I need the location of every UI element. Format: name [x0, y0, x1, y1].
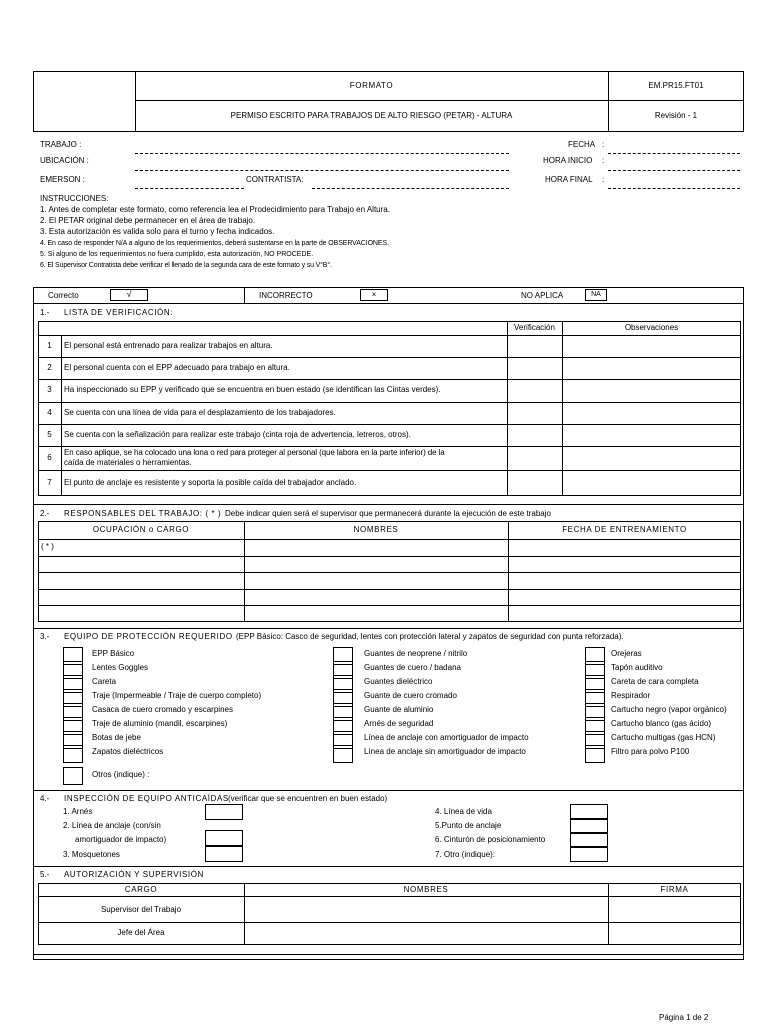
- epp-item: Careta de cara completa: [611, 677, 699, 686]
- epp-item: Cartucho negro (vapor orgánico): [611, 705, 727, 714]
- legend-correct-label: Correcto: [48, 291, 79, 300]
- epp-checkbox[interactable]: [585, 745, 605, 763]
- legend-incorrect-label: INCORRECTO: [259, 291, 313, 300]
- epp-item: Cartucho blanco (gas ácido): [611, 719, 712, 728]
- format-code: EM.PR15.FT01: [648, 81, 704, 90]
- row-num: 6: [47, 453, 52, 462]
- emerson-label: EMERSON :: [40, 175, 85, 184]
- inspection-item: 4. Línea de vida: [435, 807, 492, 816]
- inspection-checkbox[interactable]: [205, 846, 243, 862]
- fecha-label: FECHA: [568, 140, 596, 149]
- cargo-header: CARGO: [124, 885, 158, 894]
- nombres-header: NOMBRES: [403, 885, 449, 894]
- inspection-checkbox[interactable]: [205, 830, 243, 846]
- epp-item: Línea de anclaje con amortiguador de impacto: [364, 733, 529, 742]
- na-mark: NA: [591, 291, 601, 298]
- epp-item: Traje de aluminio (mandil, escarpines): [92, 719, 228, 728]
- observaciones-header: Observaciones: [624, 323, 679, 332]
- epp-item: Careta: [92, 677, 117, 686]
- hora-inicio-label: HORA INICIO: [543, 156, 593, 165]
- row-num: 7: [47, 478, 52, 487]
- contratista-label: CONTRATISTA:: [246, 175, 304, 184]
- s5-title: AUTORIZACIÓN Y SUPERVISIÓN: [64, 870, 204, 879]
- inspection-item: 1. Arnés: [63, 807, 93, 816]
- inspection-checkbox[interactable]: [205, 804, 243, 820]
- epp-item: Guantes de neoprene / nitrilo: [364, 649, 468, 658]
- epp-checkbox[interactable]: [333, 745, 353, 763]
- firma-header: FIRMA: [660, 885, 689, 894]
- epp-item: Guante de aluminio: [364, 705, 434, 714]
- epp-item: Guantes de cuero / badana: [364, 663, 461, 672]
- ubicacion-label: UBICACIÓN :: [40, 156, 89, 165]
- trabajo-label: TRABAJO :: [40, 140, 82, 149]
- fecha-field[interactable]: [608, 153, 740, 154]
- instruction-3: 3. Esta autorización es valida solo para el turno y fecha indicados.: [40, 227, 275, 236]
- s4-note: (verificar que se encuentren en buen estado): [228, 794, 388, 803]
- revision: Revisión - 1: [654, 111, 698, 120]
- epp-item: Guante de cuero cromado: [364, 691, 457, 700]
- checklist-item-7: El punto de anclaje es resistente y soporta la posible caída del trabajador anclado.: [64, 478, 357, 487]
- hora-final-label: HORA FINAL: [545, 175, 593, 184]
- ocupacion-header: OCUPACIÓN o CARGO: [92, 525, 190, 534]
- epp-item: Botas de jebe: [92, 733, 141, 742]
- epp-item: Tapón auditivo: [611, 663, 663, 672]
- hora-inicio-field[interactable]: [608, 170, 740, 171]
- instruction-5: 5. Si alguno de los requerimientos no fuera cumplido, esta autorización, NO PROCEDE.: [40, 251, 314, 258]
- format-label: FORMATO: [349, 81, 394, 90]
- epp-item: Guantes dieléctrico: [364, 677, 433, 686]
- epp-item: Filtro para polvo P100: [611, 747, 690, 756]
- others-checkbox[interactable]: [63, 767, 83, 785]
- s4-num: 4.-: [40, 794, 50, 803]
- epp-item: Traje (Impermeable / Traje de cuerpo completo): [92, 691, 262, 700]
- s5-num: 5.-: [40, 870, 50, 879]
- x-mark: ×: [371, 290, 377, 299]
- epp-item: Línea de anclaje sin amortiguador de impacto: [364, 747, 526, 756]
- s3-note: (EPP Básico: Casco de seguridad, lentes con protección lateral y zapatos de seguridad con punta reforzada).: [236, 632, 624, 641]
- epp-item: Orejeras: [611, 649, 642, 658]
- epp-item: Cartucho multigas (gas HCN): [611, 733, 716, 742]
- row-num: 3: [47, 385, 52, 394]
- instruction-4: 4. En caso de responder N/A a alguno de los requerimientos, deberá sustentarse en la parte de OBSERVACIONES.: [40, 240, 389, 247]
- s3-title: EQUIPO DE PROTECCIÓN REQUERIDO: [64, 632, 233, 641]
- row-num: 1: [47, 341, 52, 350]
- row-num: 2: [47, 363, 52, 372]
- supervisor-row-label: Supervisor del Trabajo: [100, 905, 182, 914]
- jefe-row-label: Jefe del Área: [117, 928, 165, 937]
- inspection-item: 3. Mosquetones: [63, 850, 120, 859]
- checklist-item-3: Ha inspeccionado su EPP y verificado que se encuentra en buen estado (se identifican las Cintas verdes).: [64, 385, 441, 394]
- checklist-item-6: En caso aplique, se ha colocado una lona o red para proteger al personal (que labora en la parte inferior) de la: [64, 448, 445, 457]
- epp-item: Respirador: [611, 691, 651, 700]
- checklist-item-2: El personal cuenta con el EPP adecuado para trabajo en altura.: [64, 363, 290, 372]
- others-label: Otros (indique) :: [92, 770, 150, 779]
- s2-note: Debe indicar quien será el supervisor que permanecerá durante la ejecución de este trabajo: [225, 509, 551, 518]
- s1-num: 1.-: [40, 308, 50, 317]
- check-mark: √: [126, 289, 132, 299]
- row-num: 5: [47, 430, 52, 439]
- s3-num: 3.-: [40, 632, 50, 641]
- checklist-item-1: El personal está entrenado para realizar trabajos en altura.: [64, 341, 273, 350]
- epp-item: Arnés de seguridad: [364, 719, 434, 728]
- form-title: PERMISO ESCRITO PARA TRABAJOS DE ALTO RIESGO (PETAR) - ALTURA: [230, 111, 513, 120]
- trabajo-field[interactable]: [135, 153, 509, 154]
- inspection-item: 7. Otro (indique):: [435, 850, 496, 859]
- emerson-field[interactable]: [135, 188, 244, 189]
- fecha-entrenamiento-header: FECHA DE ENTRENAMIENTO: [562, 525, 687, 534]
- instruction-2: 2. El PETAR original debe permanecer en el área de trabajo.: [40, 216, 256, 225]
- inspection-item: amortiguador de impacto): [75, 835, 167, 844]
- epp-item: Zapatos dieléctricos: [92, 747, 164, 756]
- s4-title: INSPECCIÓN DE EQUIPO ANTICAÍDAS: [64, 794, 229, 803]
- epp-checkbox[interactable]: [63, 745, 83, 763]
- page-number: Página 1 de 2: [659, 1013, 709, 1022]
- s2-num: 2.-: [40, 509, 50, 518]
- epp-item: EPP Básico: [92, 649, 135, 658]
- verificacion-header: Verificación: [514, 323, 555, 332]
- nombres-header: NOMBRES: [353, 525, 399, 534]
- instruction-6: 6. El Supervisor Contratista debe verificar el llenado de la segunda cara de este formato y su V°B°.: [40, 262, 332, 269]
- epp-item: Casaca de cuero cromado y escarpines: [92, 705, 233, 714]
- supervisor-star: ( * ): [41, 542, 54, 551]
- instruction-1: 1. Antes de completar este formato, como referencia lea el Prodecidimiento para Trabajo en Altura.: [40, 205, 390, 214]
- contratista-field[interactable]: [312, 188, 509, 189]
- s1-title: LISTA DE VERIFICACIÓN:: [64, 308, 174, 317]
- inspection-item: 2. Línea de anclaje (con/sin: [63, 821, 161, 830]
- instructions-title: INSTRUCCIONES:: [40, 194, 109, 203]
- row-num: 4: [47, 408, 52, 417]
- epp-item: Lentes Goggles: [92, 663, 149, 672]
- checklist-item-5: Se cuenta con la señalización para realizar este trabajo (cinta roja de advertencia, letreros, otros).: [64, 430, 411, 439]
- legend-na-label: NO APLICA: [521, 291, 564, 300]
- hora-final-field[interactable]: [608, 188, 740, 189]
- inspection-item: 5.Punto de anclaje: [435, 821, 502, 830]
- checklist-item-6-cont: caída de materiales o herramientas.: [64, 458, 192, 467]
- checklist-item-4: Se cuenta con una línea de vida para el desplazamiento de los trabajadores.: [64, 408, 336, 417]
- s2-title: RESPONSABLES DEL TRABAJO: ( * ): [64, 509, 222, 518]
- inspection-item: 6. Cinturón de posicionamiento: [435, 835, 546, 844]
- ubicacion-field[interactable]: [135, 170, 509, 171]
- inspection-checkbox[interactable]: [570, 846, 608, 862]
